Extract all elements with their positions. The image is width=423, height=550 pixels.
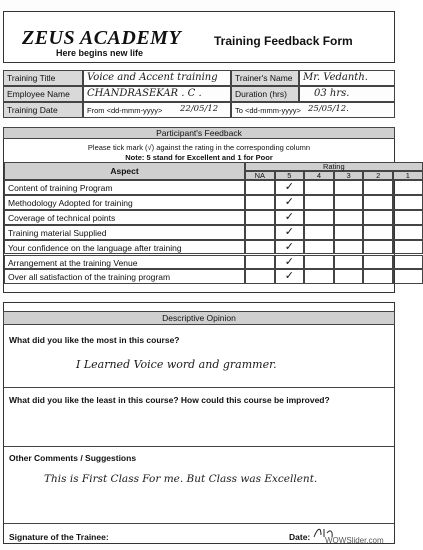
aspect-label: Arrangement at the training Venue xyxy=(4,255,245,270)
tick-mark-icon: ✓ xyxy=(284,225,294,238)
rating-cell[interactable] xyxy=(334,210,364,225)
trainer-name-label: Trainer's Name xyxy=(231,70,299,86)
rating-cell[interactable] xyxy=(245,210,275,225)
divider xyxy=(4,387,394,388)
from-date-cell[interactable] xyxy=(83,102,231,118)
rating-cell[interactable] xyxy=(393,195,423,210)
rating-cell[interactable] xyxy=(304,269,334,284)
date-label: Date: xyxy=(289,532,311,542)
aspect-label: Coverage of technical points xyxy=(4,210,245,225)
rating-column-header: NA xyxy=(245,171,275,180)
to-date-cell[interactable] xyxy=(231,102,395,118)
training-date-label: Training Date xyxy=(3,102,83,118)
tick-mark-icon: ✓ xyxy=(284,240,294,253)
aspect-label: Training material Supplied xyxy=(4,225,245,240)
training-title-field[interactable]: Voice and Accent training xyxy=(83,70,231,86)
watermark: WOWSlider.com xyxy=(325,536,384,545)
tick-mark-icon: ✓ xyxy=(284,210,294,223)
rating-cell[interactable] xyxy=(363,255,393,270)
from-date-value: 22/05/12 xyxy=(180,104,219,114)
question-other-comments: Other Comments / Suggestions xyxy=(9,453,137,463)
rating-cell[interactable] xyxy=(334,225,364,240)
rating-cell[interactable] xyxy=(393,180,423,195)
rating-cell[interactable] xyxy=(334,180,364,195)
rating-cell[interactable] xyxy=(304,225,334,240)
rating-cell[interactable] xyxy=(393,255,423,270)
rating-cell[interactable] xyxy=(334,269,364,284)
rating-cell[interactable] xyxy=(334,255,364,270)
rating-cell[interactable] xyxy=(275,195,305,210)
to-date-value: 25/05/12. xyxy=(308,104,349,114)
rating-cell[interactable] xyxy=(275,180,305,195)
rating-cell[interactable] xyxy=(393,240,423,255)
rating-cell[interactable] xyxy=(363,210,393,225)
to-date-label: To <dd-mmm-yyyy> xyxy=(235,106,301,115)
rating-column-header: 2 xyxy=(363,171,393,180)
rating-cell[interactable] xyxy=(275,269,305,284)
logo-text: ZEUS ACADEMY xyxy=(22,27,182,49)
tick-mark-icon: ✓ xyxy=(284,255,294,268)
feedback-section-title: Participant's Feedback xyxy=(3,127,395,139)
tick-mark-icon: ✓ xyxy=(284,270,294,283)
rating-cell[interactable] xyxy=(304,240,334,255)
aspect-header: Aspect xyxy=(4,162,245,180)
rating-cell[interactable] xyxy=(275,210,305,225)
aspect-label: Over all satisfaction of the training program xyxy=(4,269,245,284)
employee-name-field[interactable]: CHANDRASEKAR . C . xyxy=(83,86,231,102)
rating-column-header: 4 xyxy=(304,171,334,180)
rating-cell[interactable] xyxy=(334,195,364,210)
rating-cell[interactable] xyxy=(393,225,423,240)
rating-cell[interactable] xyxy=(245,255,275,270)
trainer-name-field[interactable]: Mr. Vedanth. xyxy=(299,70,395,86)
rating-cell[interactable] xyxy=(304,195,334,210)
form-header xyxy=(3,11,395,63)
opinion-section xyxy=(3,302,395,544)
feedback-note: Note: 5 stand for Excellent and 1 for Poor xyxy=(125,153,273,162)
rating-cell[interactable] xyxy=(363,180,393,195)
rating-cell[interactable] xyxy=(363,269,393,284)
rating-cell[interactable] xyxy=(363,195,393,210)
rating-cell[interactable] xyxy=(275,225,305,240)
logo-tagline: Here begins new life xyxy=(56,48,144,58)
rating-cell[interactable] xyxy=(363,240,393,255)
rating-cell[interactable] xyxy=(304,180,334,195)
training-title-label: Training Title xyxy=(3,70,83,86)
rating-column-header: 1 xyxy=(393,171,423,180)
feedback-instruction: Please tick mark (√) against the rating in the corresponding column xyxy=(87,143,311,152)
aspect-label: Your confidence on the language after training xyxy=(4,240,245,255)
rating-cell[interactable] xyxy=(393,210,423,225)
form-title: Training Feedback Form xyxy=(214,34,353,48)
divider xyxy=(4,446,394,447)
rating-column-header: 3 xyxy=(334,171,364,180)
question-like-most: What did you like the most in this course? xyxy=(9,335,180,345)
opinion-section-title: Descriptive Opinion xyxy=(3,311,395,325)
answer-like-most[interactable]: I Learned Voice word and grammer. xyxy=(76,358,277,371)
rating-cell[interactable] xyxy=(363,225,393,240)
tick-mark-icon: ✓ xyxy=(284,195,294,208)
rating-cell[interactable] xyxy=(304,210,334,225)
aspect-label: Content of training Program xyxy=(4,180,245,195)
employee-name-label: Employee Name xyxy=(3,86,83,102)
rating-cell[interactable] xyxy=(334,240,364,255)
tick-mark-icon: ✓ xyxy=(284,181,294,193)
rating-cell[interactable] xyxy=(245,269,275,284)
academy-logo xyxy=(10,18,186,58)
question-like-least: What did you like the least in this course? How could this course be improved? xyxy=(9,395,330,405)
duration-label: Duration (hrs) xyxy=(231,86,299,102)
duration-field[interactable]: 03 hrs. xyxy=(299,86,395,102)
rating-cell[interactable] xyxy=(275,240,305,255)
aspect-label: Methodology Adopted for training xyxy=(4,195,245,210)
rating-cell[interactable] xyxy=(275,255,305,270)
rating-cell[interactable] xyxy=(245,225,275,240)
rating-cell[interactable] xyxy=(245,180,275,195)
rating-header: Rating xyxy=(245,162,423,171)
from-date-label: From <dd-mmm-yyyy> xyxy=(87,106,163,115)
rating-cell[interactable] xyxy=(245,240,275,255)
rating-cell[interactable] xyxy=(393,269,423,284)
signature-label: Signature of the Trainee: xyxy=(9,532,109,542)
rating-column-header: 5 xyxy=(275,171,305,180)
rating-cell[interactable] xyxy=(245,195,275,210)
answer-other-comments[interactable]: This is First Class For me. But Class was Excellent. xyxy=(44,473,318,485)
rating-cell[interactable] xyxy=(304,255,334,270)
